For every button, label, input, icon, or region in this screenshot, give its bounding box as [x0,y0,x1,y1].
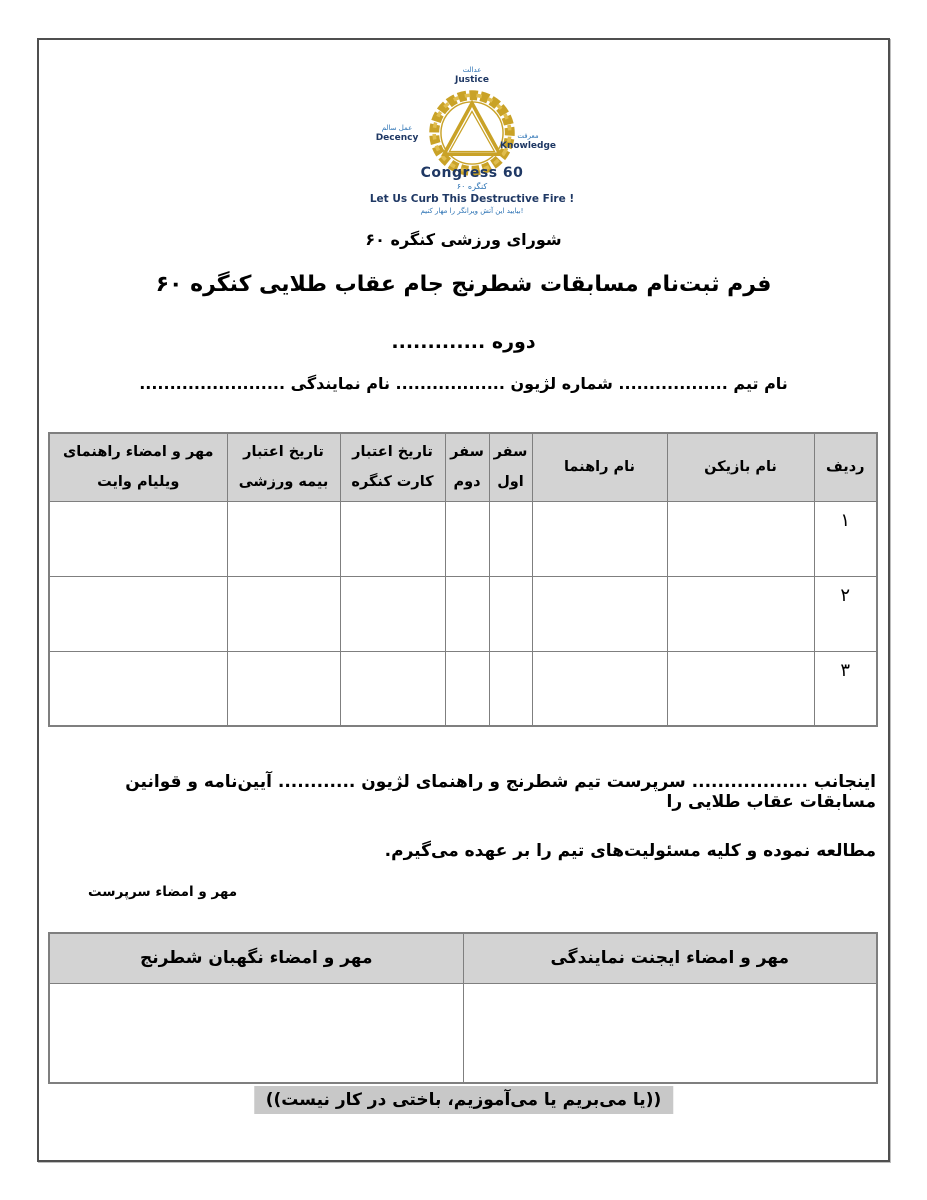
col-header-sports-insurance-expiry: تاریخ اعتبار بیمه ورزشی [227,433,340,501]
col-header-second-trip: سفر دوم [445,433,489,501]
empty-cell [532,576,667,651]
declaration-paragraph [52,772,876,890]
empty-cell [340,501,445,576]
row-number-cell: ۳ [814,651,877,726]
team-legion-representative-line: نام تیم .................. شماره لژیون .................. نام نمایندگی ........................ [139,374,788,393]
row-number-cell: ۱ [814,501,877,576]
logo-slogan-fa: بیایید این آتش ویرانگر را مهار کنیم! [420,207,524,215]
col-header-player-name: نام بازیکن [667,433,814,501]
empty-cell [667,501,814,576]
col-header-first-trip: سفر اول [489,433,532,501]
col-header-agent-stamp-signature: مهر و امضاء ایجنت نمایندگی [463,933,877,983]
empty-cell [227,501,340,576]
table-row [49,501,877,576]
justice-label-en: Justice [455,75,489,85]
logo-label-knowledge [493,132,563,152]
knowledge-label-en: Knowledge [499,141,557,151]
empty-cell [445,501,489,576]
col-header-guide-name: نام راهنما [532,433,667,501]
empty-cell [340,651,445,726]
council-heading: شورای ورزشی کنگره ۶۰ [365,230,562,249]
logo-label-decency [366,124,428,144]
empty-cell [227,651,340,726]
signature-empty-row [49,983,877,1083]
congress-name-en: Congress 60 [420,165,524,181]
footer-motto: ((یا می‌بریم یا می‌آموزیم، باختی در کار نیست)) [254,1086,673,1114]
signature-header-row [49,933,877,983]
empty-cell [227,576,340,651]
empty-cell [49,576,227,651]
page-title: فرم ثبت‌نام مسابقات شطرنج جام عقاب طلایی کنگره ۶۰ [155,272,772,297]
period-field-line: دوره ............. [391,331,536,353]
empty-cell [49,651,227,726]
roster-table [48,432,878,727]
empty-cell [489,501,532,576]
empty-cell [489,651,532,726]
empty-cell [489,576,532,651]
signature-table [48,932,878,1084]
empty-cell [340,576,445,651]
decency-label-en: Decency [375,133,419,143]
logo-label-justice [412,66,532,86]
empty-cell [445,576,489,651]
justice-label-fa: عدالت [462,66,482,74]
empty-cell [49,983,463,1083]
roster-header-row [49,433,877,501]
empty-cell [445,651,489,726]
empty-cell [532,651,667,726]
empty-cell [49,501,227,576]
declaration-line-1: اینجانب .................. سرپرست تیم شطرنج و راهنمای لژیون ............ آیین‌نامه و قوانین مسابقات عقاب طلایی را [125,772,876,812]
col-header-guide-stamp-signature: مهر و امضاء راهنمای ویلیام وایت [49,433,227,501]
congress-name-fa: کنگره ۶۰ [456,182,488,191]
row-number-cell: ۲ [814,576,877,651]
supervisor-stamp-signature-label: مهر و امضاء سرپرست [88,884,238,900]
logo-caption [312,165,632,217]
col-header-chess-guardian-stamp-signature: مهر و امضاء نگهبان شطرنج [49,933,463,983]
empty-cell [532,501,667,576]
table-row [49,651,877,726]
col-header-congress-card-expiry: تاریخ اعتبار کارت کنگره [340,433,445,501]
empty-cell [667,651,814,726]
table-row [49,576,877,651]
declaration-line-2: مطالعه نموده و کلیه مسئولیت‌های تیم را بر عهده می‌گیرم. [384,841,876,861]
col-header-row-number: ردیف [814,433,877,501]
empty-cell [463,983,877,1083]
logo-slogan-en: Let Us Curb This Destructive Fire ! [369,193,575,205]
empty-cell [667,576,814,651]
knowledge-label-fa: معرفت [517,132,539,140]
decency-label-fa: عمل سالم [381,124,413,132]
